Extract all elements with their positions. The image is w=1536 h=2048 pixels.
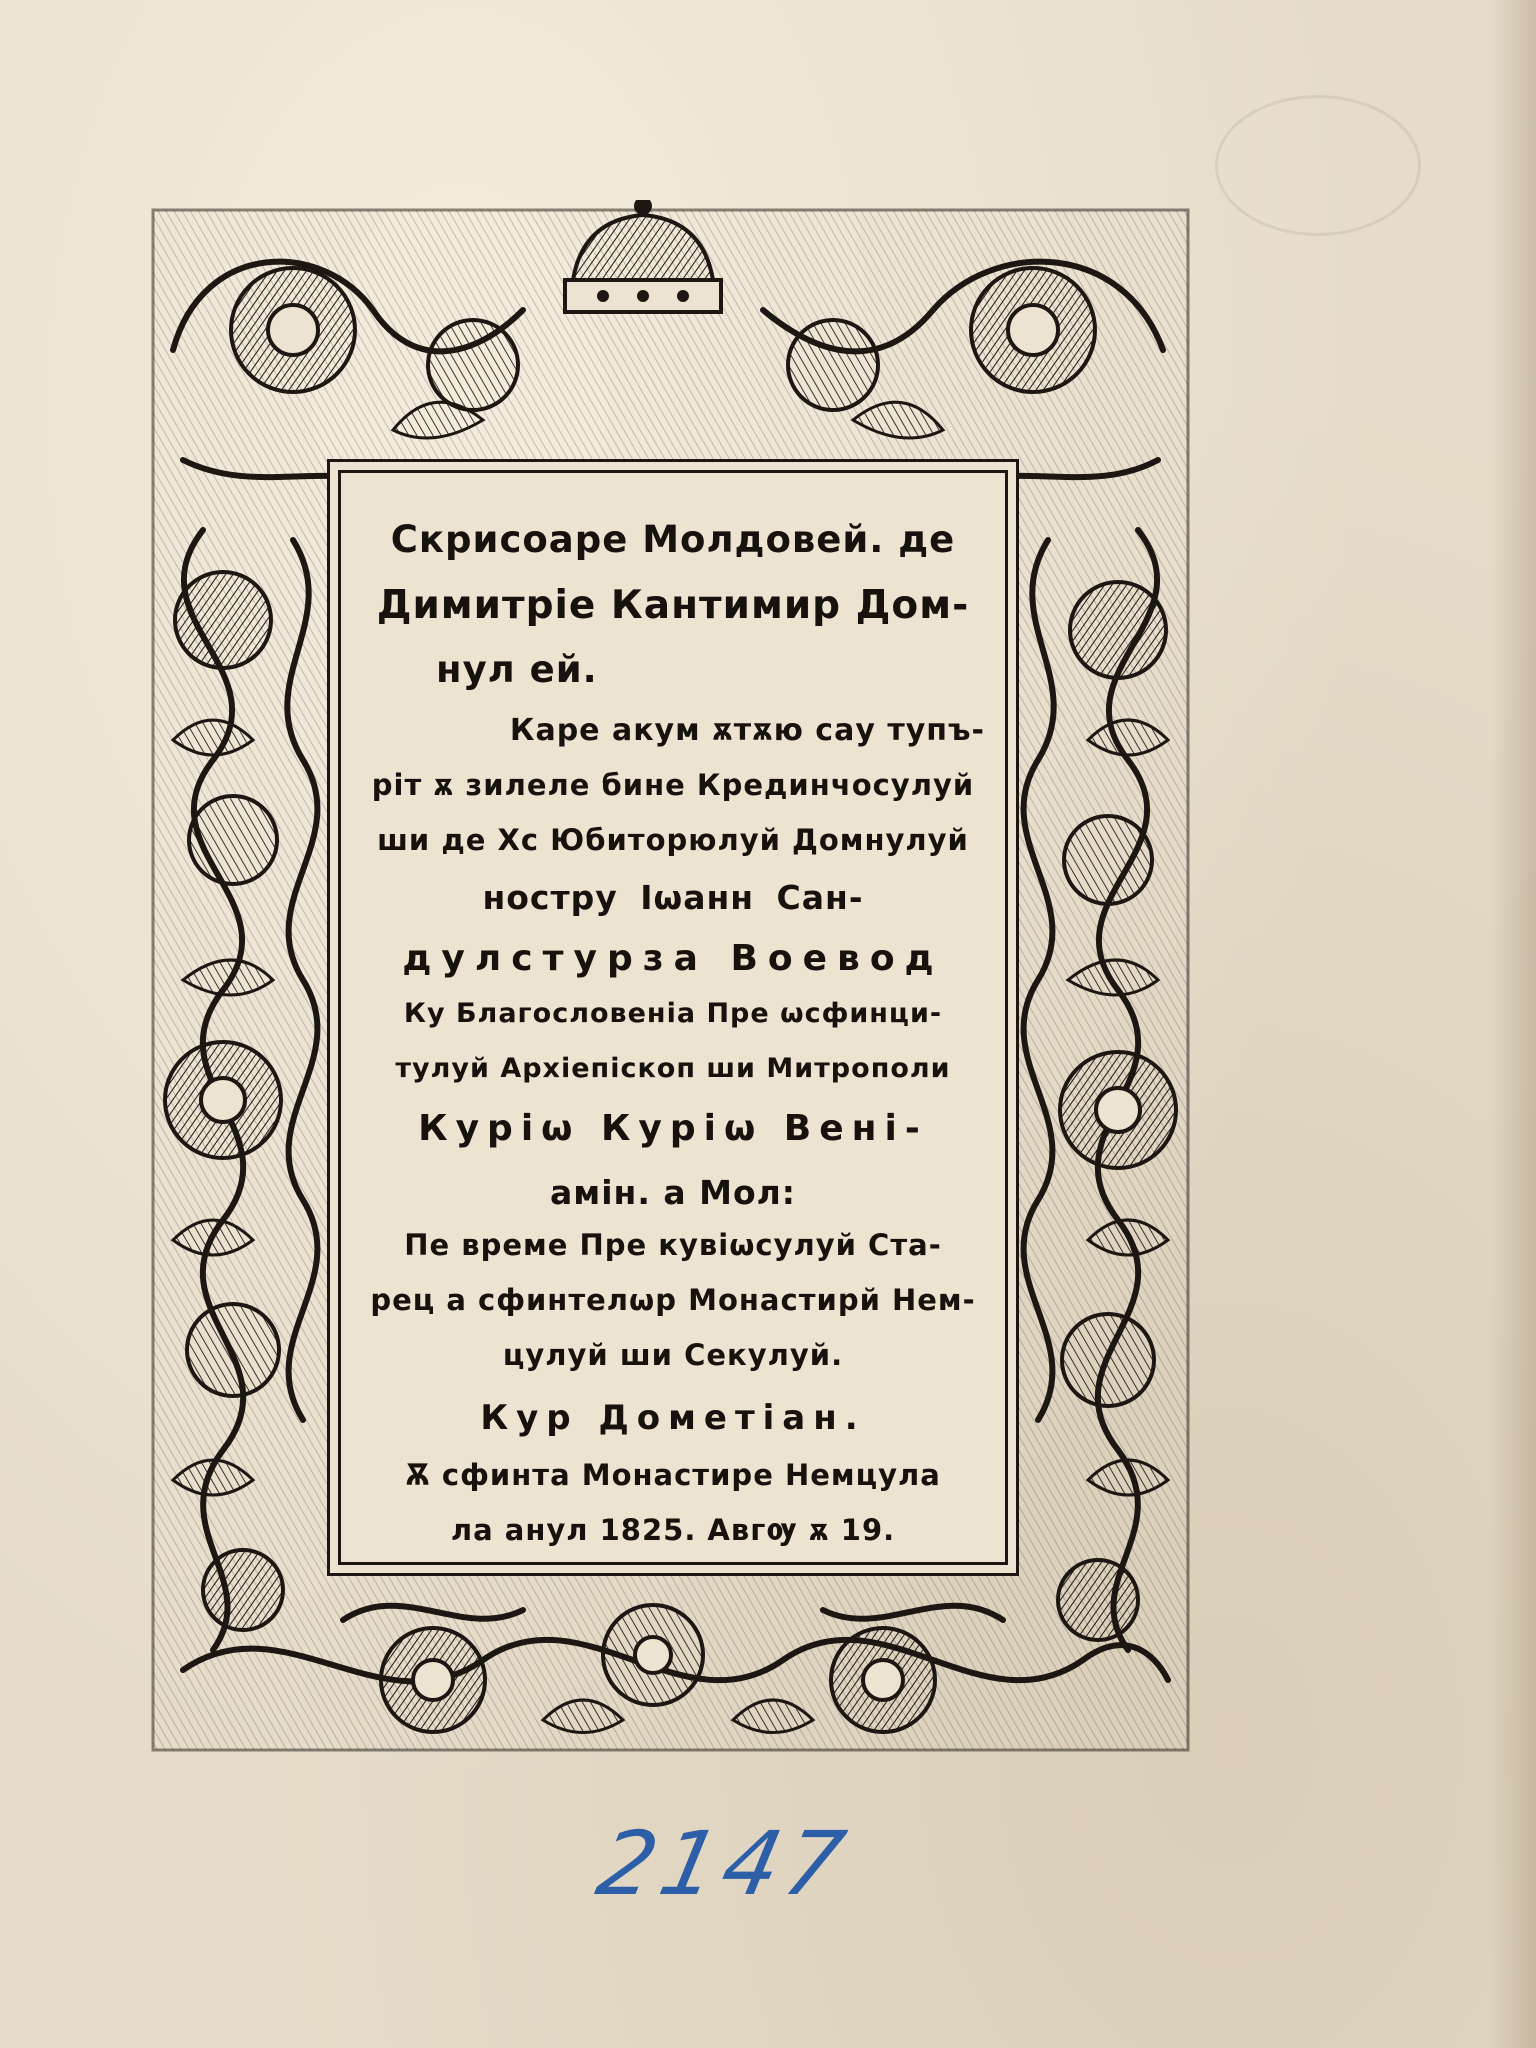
title-line-2: Димитріе Кантимир Дом- bbox=[376, 583, 970, 628]
title-line-10: тулуй Архіепіскоп ши Митрополи bbox=[395, 1053, 951, 1084]
handwritten-shelf-number: 2147 bbox=[589, 1812, 859, 1915]
title-page-text bbox=[341, 473, 1005, 1562]
title-line-17: Ѫ сфинта Монастире Немцула bbox=[405, 1458, 941, 1492]
title-line-13: Пе време Пре кувіѡсулуй Ста- bbox=[404, 1228, 942, 1262]
title-line-5: ріт ѫ зилеле бине Крединчосулуй bbox=[371, 768, 975, 802]
title-line-14: рец а сфинтелѡр Монастирй Нем- bbox=[370, 1283, 976, 1317]
title-line-9: Ку Благословеніа Пре ѡсфинци- bbox=[403, 998, 943, 1029]
title-line-7: ностру Іѡанн Сан- bbox=[482, 878, 864, 917]
title-line-4: Каре акум ѫтѫю сау тупъ- bbox=[509, 713, 985, 748]
title-line-6: ши де Хс Юбиторюлуй Домнулуй bbox=[377, 823, 969, 857]
title-line-3: нул ей. bbox=[436, 648, 598, 691]
title-text-panel bbox=[338, 470, 1008, 1565]
page-edge-shadow bbox=[1490, 0, 1536, 2048]
title-line-1: Скрисоаре Молдовей. де bbox=[390, 518, 956, 561]
title-line-8: дулстурза Воевод bbox=[402, 938, 944, 979]
faded-stamp-impression bbox=[1215, 95, 1421, 236]
title-line-18: ла анул 1825. Авгѹ ѫ 19. bbox=[450, 1513, 896, 1547]
title-line-16: Кур Дометіан. bbox=[480, 1398, 866, 1438]
title-line-15: цулуй ши Секулуй. bbox=[502, 1338, 844, 1372]
title-line-11: Куріѡ Куріѡ Вені- bbox=[418, 1108, 928, 1149]
title-line-12: амін. а Мол: bbox=[549, 1173, 796, 1212]
